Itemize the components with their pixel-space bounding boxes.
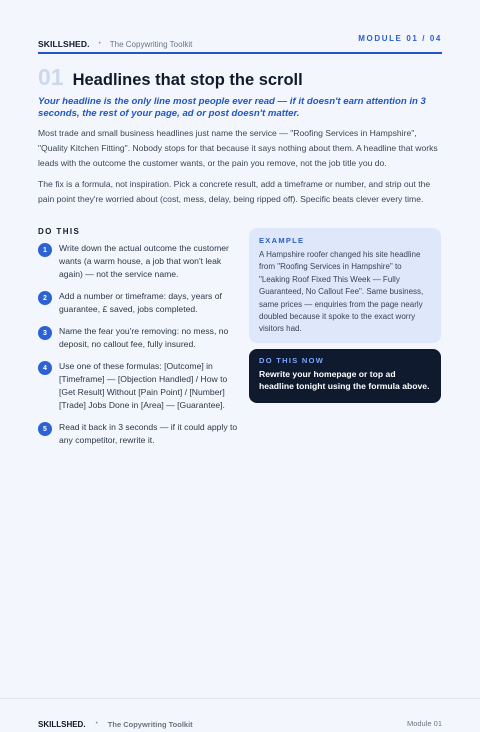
step-text: Add a number or timeframe: days, years of guarantee, £ saved, jobs completed.	[59, 291, 222, 314]
step-text: Name the fear you're removing: no mess, no deposit, no callout fee, fully insured.	[59, 326, 229, 349]
step-item	[38, 242, 238, 281]
example-card	[249, 228, 441, 343]
footer-separator: ·	[94, 714, 100, 731]
step-number-badge: 2	[38, 291, 52, 305]
footer-brand: SKILLSHED.	[38, 720, 86, 729]
footer-inner	[38, 714, 442, 732]
action-text: Rewrite your homepage or top ad headline tonight using the formula above.	[259, 369, 430, 392]
step-text: Write down the actual outcome the customer wants (a warm house, a job that won't leak again) — not the service name.	[59, 243, 229, 279]
step-number-badge: 5	[38, 422, 52, 436]
step-item	[38, 290, 238, 316]
title-row	[38, 64, 303, 91]
step-text: Use one of these formulas: [Outcome] in [Timeframe] — [Objection Handled] / How to [Get Result] Without [Pain Point] / [Number] [Trade] Jobs Done in [Area] — [Guarantee].	[59, 361, 228, 410]
brand-block	[38, 34, 192, 52]
lead-text: Your headline is the only line most people ever read — if it doesn't earn attention in 3 seconds, the rest of your page, ad or post doesn't matter.	[38, 96, 426, 119]
action-label: DO THIS NOW	[259, 356, 325, 365]
example-label: EXAMPLE	[259, 236, 305, 245]
step-number-badge: 3	[38, 326, 52, 340]
toolkit-name: The Copywriting Toolkit	[109, 40, 193, 49]
step-item	[38, 421, 238, 447]
page-header	[38, 34, 442, 54]
action-card	[249, 349, 441, 403]
module-number: 01	[38, 64, 64, 90]
body-paragraph: Most trade and small business headlines just name the service — "Roofing Services in Hampshire", "Quality Kitchen Fitting". Nobody stops for that because it says nothing about them. A headline that works leads with the outcome the customer wants, or the pain you remove, not the job title you do.	[38, 128, 438, 168]
footer-module: Module 01	[406, 718, 442, 728]
footer-brand-block	[38, 714, 193, 732]
step-item	[38, 360, 238, 412]
step-number-badge: 4	[38, 361, 52, 375]
brand-separator: ·	[96, 34, 103, 51]
steps-list	[38, 242, 238, 456]
step-text: Read it back in 3 seconds — if it could apply to any competitor, rewrite it.	[59, 422, 238, 445]
page-title: Headlines that stop the scroll	[72, 71, 303, 89]
do-this-heading: DO THIS	[38, 227, 81, 236]
brand-logo: SKILLSHED.	[38, 39, 90, 49]
footer-toolkit-name: The Copywriting Toolkit	[107, 720, 193, 729]
page-footer	[0, 698, 480, 731]
step-number-badge: 1	[38, 243, 52, 257]
module-indicator: MODULE 01 / 04	[358, 34, 442, 43]
example-text: A Hampshire roofer changed his site headline from "Roofing Services in Hampshire" to "Leaking Roof Fixed This Week — Fully Guaranteed, No Callout Fee". Same business, same prices — enquiries from the page nearly doubled because it spoke to the exact worry visitors had.	[259, 250, 424, 334]
step-item	[38, 325, 238, 351]
body-paragraph: The fix is a formula, not inspiration. Pick a concrete result, add a timeframe or number, and strip out the pain point they're worried about (cost, mess, delay, being ripped off). Specific beats clever every time.	[38, 179, 431, 204]
